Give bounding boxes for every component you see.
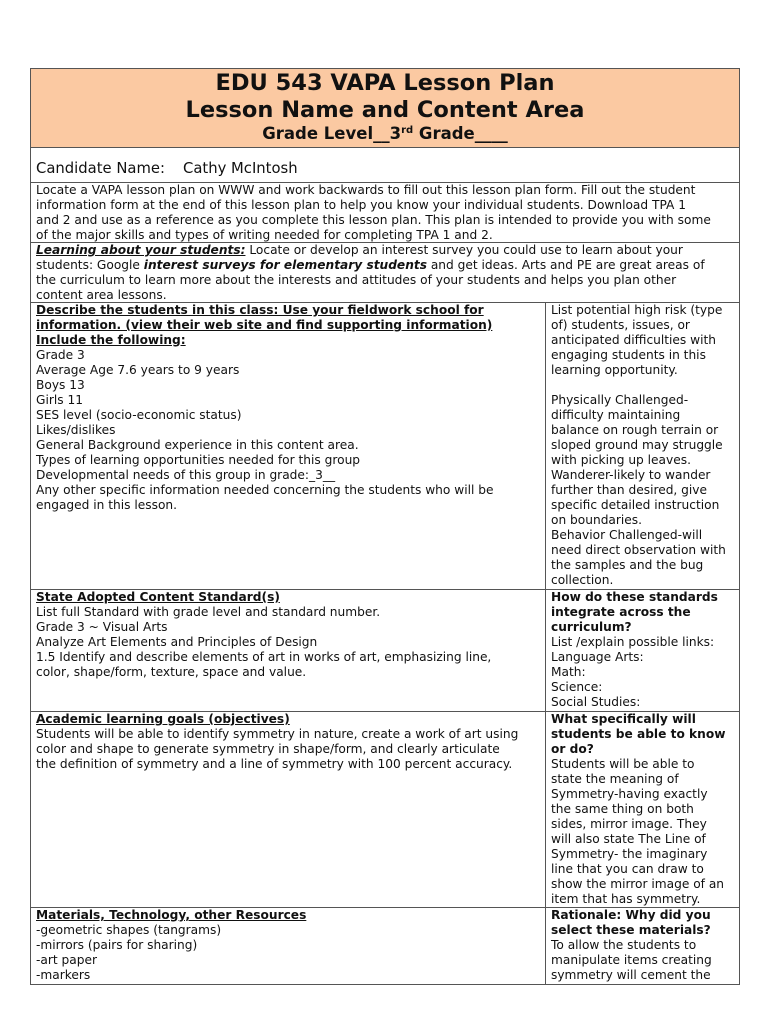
grade-level: Grade Level__3rd Grade____ xyxy=(262,124,508,143)
lesson-name-title: Lesson Name and Content Area xyxy=(185,97,585,123)
learning-goals-right: What specifically will students be able to know or do? Students will be able to state the meaning of Symmetry-having exactly the same thing on both sides, mirror image. They will also state The Line of Symmetry- the imaginary line that you can draw to show the mirror image of an item that has symmetry. xyxy=(551,712,726,906)
document-header xyxy=(30,68,740,148)
content-standards-left: State Adopted Content Standard(s) List full Standard with grade level and standard number. Grade 3 ~ Visual Arts Analyze Art Elements and Principles of Design 1.5 Identify and describe elements of art in works of art, emphasizing line, color, shape/form, texture, space and value. xyxy=(31,590,546,711)
high-risk-students-right: List potential high risk (type of) students, issues, or anticipated difficulties with engaging students in this learning opportunity. Physically Challenged- difficulty maintaining balance on rough terrain or sloped ground may struggle with picking up leaves. Wanderer-likely to wander further than desired, give specific detailed instruction on boundaries. Behavior Challenged-will need direct observation with the samples and the bug collection. xyxy=(551,303,726,587)
content-standards-section xyxy=(30,590,740,712)
intro-instructions: Locate a VAPA lesson plan on WWW and work backwards to fill out this lesson plan form. Fill out the student information form at the end of this lesson plan to help you know your individual students. Download TPA 1 and 2 and use as a reference as you complete this lesson plan. This plan is intended to provide you with some of the major skills and types of writing needed for completing TPA 1 and 2. xyxy=(30,183,740,243)
lesson-plan-document xyxy=(30,68,740,985)
learning-goals-section xyxy=(30,712,740,908)
describe-students-left: Describe the students in this class: Use your fieldwork school for information. (view their web site and find supporting information) Include the following: Grade 3 Average Age 7.6 years to 9 years Boys 13 Girls 11 SES level (socio-economic status) Likes/dislikes General Background experience in this content area. Types of learning opportunities needed for this group Developmental needs of this group in grade:_3__ Any other specific information needed concerning the students who will be engaged in this lesson. xyxy=(31,303,546,589)
describe-students-section xyxy=(30,303,740,590)
standards-integration-right: How do these standards integrate across the curriculum? List /explain possible links: Language Arts: Math: Science: Social Studies: xyxy=(551,590,718,709)
candidate-label: Candidate Name: xyxy=(36,160,165,177)
document-title: EDU 543 VAPA Lesson Plan xyxy=(215,70,555,96)
learning-goals-left: Academic learning goals (objectives) Students will be able to identify symmetry in nature, create a work of art using color and shape to generate symmetry in shape/form, and clearly articulate the definition of symmetry and a line of symmetry with 100 percent accuracy. xyxy=(31,712,546,907)
learning-heading: Learning about your students: xyxy=(36,243,246,257)
materials-section xyxy=(30,908,740,985)
learning-about-students: Learning about your students: Locate or develop an interest survey you could use to learn about your students: Google interest surveys for elementary students and get ideas. Arts and PE are great areas of the curriculum to learn more about the interests and attitudes of your students and helps you plan other content area lessons. xyxy=(30,243,740,303)
materials-rationale-right: Rationale: Why did you select these materials? To allow the students to manipulate items creating symmetry will cement the xyxy=(551,908,712,982)
candidate-name: Cathy McIntosh xyxy=(183,160,298,177)
materials-left: Materials, Technology, other Resources -geometric shapes (tangrams) -mirrors (pairs for sharing) -art paper -markers xyxy=(31,908,546,984)
candidate-row xyxy=(30,148,740,183)
